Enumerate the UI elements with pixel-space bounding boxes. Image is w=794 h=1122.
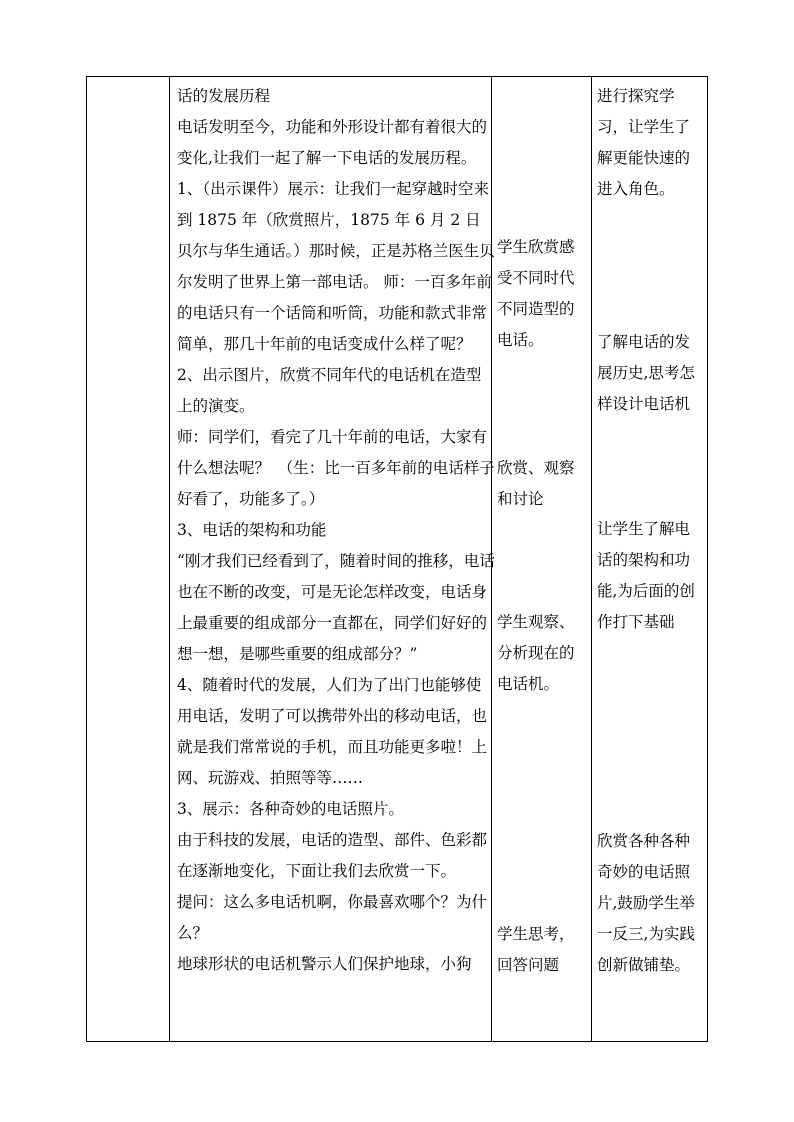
paragraph: 电话发明至今，功能和外形设计都有着很大的变化,让我们一起了解一下电话的发展历程。 xyxy=(177,118,488,167)
paragraph: 地球形状的电话机警示人们保护地球，小狗 xyxy=(177,955,472,973)
design-intent-text: 了解电话的发展历史,思考怎样设计电话机 xyxy=(597,333,695,413)
paragraph: 话的发展历程 xyxy=(177,87,271,105)
paragraph: 由于科技的发展，电话的造型、部件、色彩都在逐渐地变化，下面让我们去欣赏一下。 xyxy=(177,831,488,880)
column-divider xyxy=(169,77,170,1041)
student-activity-text: 学生思考，回答问题 xyxy=(497,925,575,974)
teaching-process-column xyxy=(177,81,495,980)
column-divider xyxy=(591,77,592,1041)
design-intent-text: 欣赏各种各种奇妙的电话照片,鼓励学生举一反三,为实践创新做铺垫。 xyxy=(597,832,695,974)
paragraph: 1、（出示课件）展示：让我们一起穿越时空来到 1875 年（欣赏照片，1875 年 6 月 2 日贝尔与华生通话。）那时候，正是苏格兰医生贝尔发明了世界上第一部电话。 师：一百多年前的电话只有一个话筒和听筒，功能和款式非常简单，那几十年前的电话变成什么样了呢？ xyxy=(177,180,495,353)
paragraph: 师：同学们，看完了几十年前的电话，大家有什么想法呢？ （生：比一百多年前的电话样子好看了，功能多了。） xyxy=(177,428,495,508)
paragraph: “刚才我们已经看到了，随着时间的推移，电话也在不断的改变，可是无论怎样改变，电话身上最重要的组成部分一直都在，同学们好好的想一想，是哪些重要的组成部分？” xyxy=(177,552,495,663)
student-activity-text: 欣赏、观察和讨论 xyxy=(497,459,575,508)
student-activity-text: 学生观察、分析现在的电话机。 xyxy=(497,613,575,693)
design-intent-text: 让学生了解电话的架构和功能,为后面的创作打下基础 xyxy=(597,520,695,631)
design-intent-text: 进行探究学习，让学生了解更能快速的进入角色。 xyxy=(597,87,691,198)
paragraph: 2、出示图片，欣赏不同年代的电话机在造型上的演变。 xyxy=(177,366,482,415)
lesson-plan-table xyxy=(86,76,708,1042)
paragraph: 提问：这么多电话机啊，你最喜欢哪个？为什么？ xyxy=(177,893,488,942)
paragraph: 3、展示：各种奇妙的电话照片。 xyxy=(177,800,404,818)
student-activity-text: 学生欣赏感受不同时代不同造型的电话。 xyxy=(497,238,575,349)
paragraph: 4、随着时代的发展，人们为了出门也能够使用电话，发明了可以携带外出的移动电话，也就是我们常常说的手机，而且功能更多啦！上网、玩游戏、拍照等等…… xyxy=(177,676,488,787)
paragraph: 3、电话的架构和功能 xyxy=(177,521,327,539)
